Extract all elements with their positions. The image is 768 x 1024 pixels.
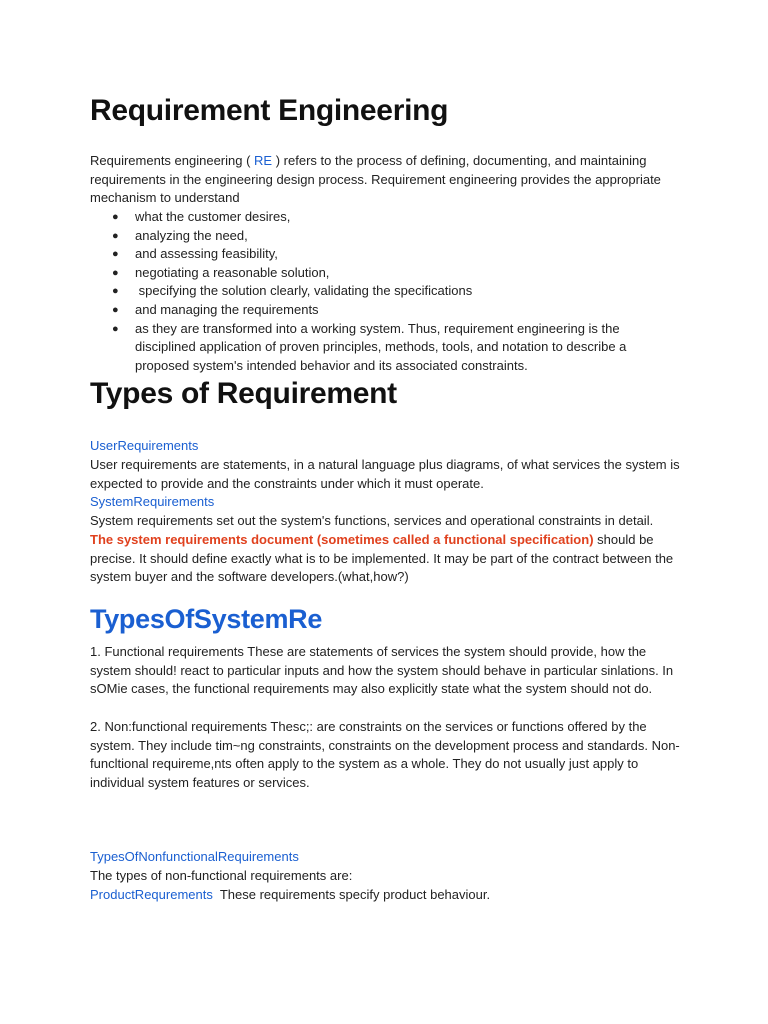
types-of-nonfunctional-text: The types of non-functional requirements are:: [90, 868, 353, 883]
system-requirements-title[interactable]: SystemRequirements: [90, 494, 215, 509]
list-item: [90, 301, 680, 320]
list-item: [90, 208, 680, 227]
nonfunctional-requirements-paragraph: 2. Non:functional requirements Thesc;: are constraints on the services or functions offered by the system. They include tim~ng constraints, constraints on the development process and standards. Non-funcltional requireme,nts often apply to the system as a whole. They do not usually just apply to individual system features or services.: [90, 719, 680, 790]
list-item-text: analyzing the need,: [135, 227, 248, 243]
paragraph-continuation: should be precise. It should define exactly what is to be implemented. It may be part of the contract between the system buyer and the software developers.(what,how?): [90, 532, 674, 585]
intro-paragraph: [90, 152, 680, 208]
product-requirements-line: [90, 886, 680, 905]
re-bullet-list: [90, 208, 680, 375]
list-item-text: as they are transformed into a working system. Thus, requirement engineering is the disciplined application of proven principles, methods, tools, and notation to describe a proposed system's intended behavior and its associated constraints.: [135, 320, 627, 373]
re-link[interactable]: RE: [254, 153, 273, 168]
list-item-text: specifying the solution clearly, validating the specifications: [135, 283, 473, 299]
list-item-text: and assessing feasibility,: [135, 246, 278, 262]
list-item: [90, 282, 680, 301]
system-requirements-text: System requirements set out the system's functions, services and operational constraints in detail.: [90, 513, 654, 528]
highlighted-phrase: The system requirements document (sometimes called a functional specification): [90, 532, 594, 547]
types-of-nonfunctional-title[interactable]: TypesOfNonfunctionalRequirements: [90, 849, 299, 864]
list-item: [90, 227, 680, 246]
list-item: [90, 320, 680, 376]
list-item-text: what the customer desires,: [135, 209, 291, 224]
heading-types-of-system-re: TypesOfSystemRe: [90, 604, 323, 634]
list-item-text: and managing the requirements: [135, 301, 319, 317]
list-item-text: negotiating a reasonable solution,: [135, 264, 330, 280]
list-item: [90, 264, 680, 283]
bullet-icon: ●: [112, 211, 119, 223]
bullet-icon: ●: [112, 303, 119, 316]
functional-requirements-paragraph: 1. Functional requirements These are statements of services the system should provide, how the system should! react to particular inputs and how the system should behave in particular sinlations. In sOMie cases, the functional requirements may also explicitly state what the system should not do.: [90, 644, 674, 697]
heading-types-of-requirement: Types of Requirement: [90, 377, 397, 410]
list-item: [90, 245, 680, 264]
bullet-icon: ●: [112, 322, 119, 335]
product-requirements-link[interactable]: ProductRequrements: [90, 887, 213, 902]
bullet-icon: ●: [112, 285, 119, 298]
product-requirements-text: These requirements specify product behaviour.: [212, 887, 491, 902]
bullet-icon: ●: [112, 229, 119, 242]
bullet-icon: ●: [112, 266, 119, 279]
user-requirements-text: User requirements are statements, in a natural language plus diagrams, of what services the system is expected to provide and the constraints under which it must operate.: [90, 457, 680, 491]
intro-text-after: ) refers to the process of defining, documenting, and maintaining requirements in the engineering design process. Requirement engineering provides the appropriate mechanism to understand: [90, 153, 661, 206]
heading-requirement-engineering: Requirement Engineering: [90, 94, 449, 127]
user-requirements-title[interactable]: UserRequirements: [90, 438, 199, 453]
bullet-icon: ●: [112, 248, 119, 261]
intro-text-before: Requirements engineering (: [90, 153, 255, 168]
system-requirements-document-paragraph: [90, 531, 680, 587]
